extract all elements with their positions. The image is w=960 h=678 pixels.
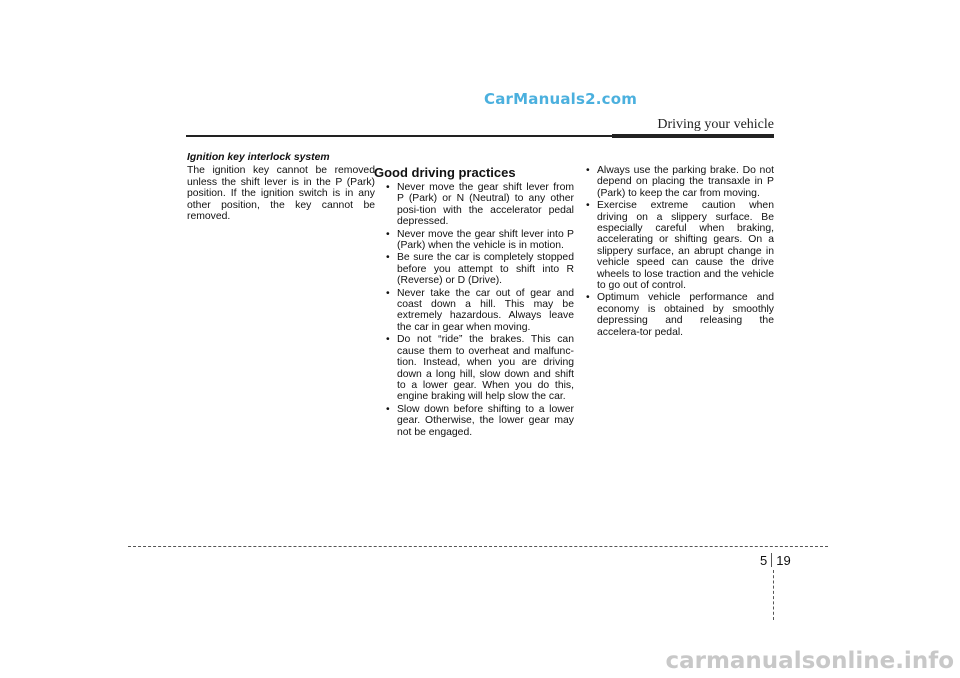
page-number-separator [771, 553, 772, 567]
list-item: • Do not “ride” the brakes. This can cause them to overheat and malfunc-tion. Instead, when you are driving down a long hill, slow down and shift to a lower gear. When you do this, engine braking will help slow the car. [386, 334, 574, 402]
watermark-carmanuals2: CarManuals2.com [484, 90, 638, 108]
list-item: • Never take the car out of gear and coast down a hill. This may be extremely hazardous. Always leave the car in gear when moving. [386, 288, 574, 334]
ignition-interlock-subheading: Ignition key interlock system [187, 152, 330, 163]
ignition-interlock-body: The ignition key cannot be removed unless the shift lever is in the P (Park) position. If the ignition switch is in any other position, the key cannot be removed. [187, 165, 375, 223]
good-driving-heading: Good driving practices [374, 165, 516, 180]
footer-vertical-rule [773, 570, 774, 620]
list-item: • Always use the parking brake. Do not depend on placing the transaxle in P (Park) to keep the car from moving. [586, 165, 774, 199]
section-title: Driving your vehicle [657, 117, 774, 132]
column-2 [386, 165, 574, 439]
watermark-carmanualsonline: carmanualsonline.info [665, 648, 954, 674]
header-rule-accent [612, 134, 774, 138]
list-item: • Exercise extreme caution when driving on a slippery surface. Be especially careful when braking, accelerating or shifting gears. On a slippery surface, an abrupt change in vehicle speed can cause the drive wheels to lose traction and the vehicle to go out of control. [586, 200, 774, 291]
list-item: • Never move the gear shift lever into P (Park) when the vehicle is in motion. [386, 229, 574, 252]
chapter-number: 5 [760, 553, 768, 568]
page-number [760, 553, 791, 568]
column-1 [187, 152, 375, 222]
column-3 [586, 165, 774, 339]
list-item: • Optimum vehicle performance and economy is obtained by smoothly depressing and releasing the accelera-tor pedal. [586, 292, 774, 338]
list-item: • Never move the gear shift lever from P (Park) or N (Neutral) to any other posi-tion with the accelerator pedal depressed. [386, 182, 574, 228]
driving-practices-list [386, 182, 574, 438]
list-item: • Be sure the car is completely stopped before you attempt to shift into R (Reverse) or D (Drive). [386, 252, 574, 286]
list-item: • Slow down before shifting to a lower gear. Otherwise, the lower gear may not be engaged. [386, 404, 574, 438]
page-number-value: 19 [776, 553, 791, 568]
footer-dashed-rule [128, 546, 828, 547]
driving-practices-list-continued [586, 165, 774, 338]
